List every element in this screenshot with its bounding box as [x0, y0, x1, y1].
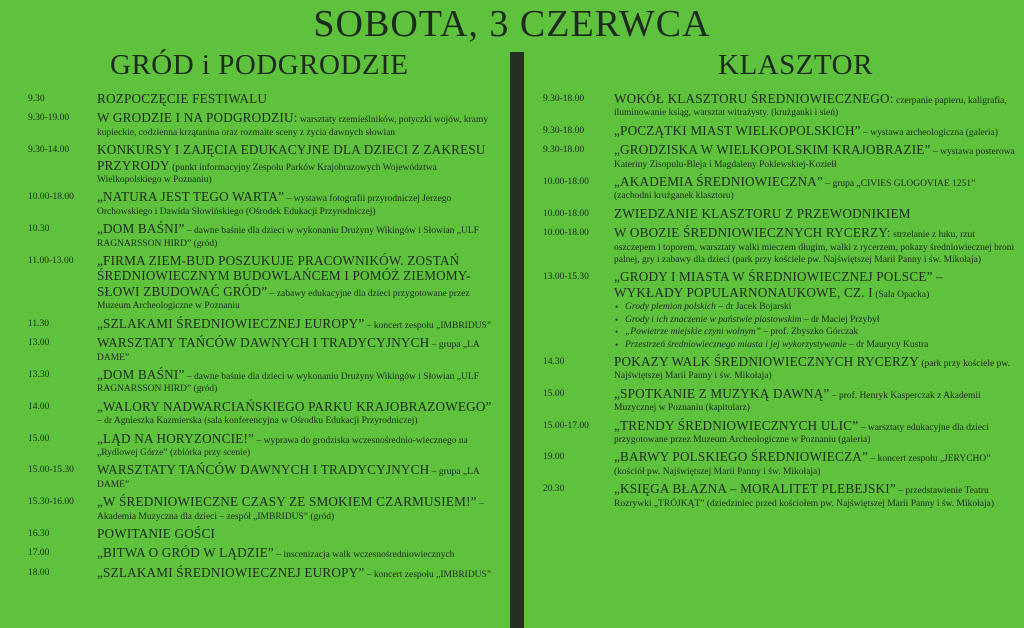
event-time: 10.00-18.00 [543, 177, 589, 188]
event-time: 15.00 [543, 388, 565, 399]
bullet-icon: • [615, 327, 619, 338]
event-description: czerpanie papieru, kaligrafia, iluminowanie ksiąg, warsztat witrażysty. (krużganki i sień) [614, 96, 1007, 119]
lecture-topic: Przestrzeń średniowiecznego miasta i jej wykorzystywanie [625, 339, 847, 350]
event-title: POKAZY WALK ŚREDNIOWIECZNYCH RYCERZY [614, 353, 920, 369]
lecture-speaker: – dr Maciej Przybył [803, 314, 880, 325]
event-time: 20.30 [543, 484, 565, 495]
event-time: 9.30-18.00 [543, 125, 585, 136]
event-title: WARSZTATY TAŃCÓW DAWNYCH I TRADYCYJNYCH [97, 335, 430, 351]
event-title: „SZLAKAMI ŚREDNIOWIECZNEJ EUROPY” [97, 564, 365, 580]
lecture-item [615, 314, 1015, 326]
event-description: – Akademia Muzyczna dla dzieci – zespół „IMBRIDUS” (gród) [97, 499, 484, 522]
event-body [97, 463, 498, 491]
event-body [614, 124, 1015, 139]
event-body [614, 387, 1015, 415]
event-title: „SZLAKAMI ŚREDNIOWIECZNEJ EUROPY” [97, 315, 365, 331]
event-description: – dawne baśnie dla dzieci w wykonaniu Drużyny Wikingów i Słowian „ULF RAGNARSSON HIRD” (gród) [97, 226, 479, 249]
event-description: – zabawy edukacyjne dla dzieci przygotowane przez Muzeum Archeologiczne w Poznaniu [97, 288, 470, 312]
schedule-item [543, 226, 1015, 266]
event-time: 13.00-15.30 [543, 272, 589, 283]
event-body [97, 143, 498, 186]
lecture-list [614, 301, 1015, 351]
event-description: (park przy kościele pw. Najświętszej Marii Panny i św. Mikołaja) [614, 358, 1010, 382]
schedule-item [28, 222, 498, 250]
event-time: 10.00-18.00 [543, 208, 589, 219]
event-description: (punkt informacyjny Zespołu Parków Krajobrazowych Województwa Wielkopolskiego w Poznaniu) [97, 162, 437, 186]
event-time: 19.00 [543, 452, 565, 463]
event-body [614, 450, 1015, 478]
lecture-topic: Grody plemion polskich [625, 302, 716, 313]
event-time: 10.30 [28, 224, 50, 235]
event-body [614, 355, 1015, 383]
event-time: 10.00-18.00 [543, 228, 589, 239]
event-title: „GRODY I MIASTA W ŚREDNIOWIECZNEJ POLSCE” – WYKŁADY POPULARNONAUKOWE, CZ. I [614, 269, 943, 300]
event-description: warsztaty rzemieślników, potyczki wojów, kramy kupieckie, codzienna krzątanina oraz rozmaite sceny z życia dawnych słowian [97, 115, 489, 138]
event-time: 15.00-17.00 [543, 420, 589, 431]
lecture-topic: Grody i ich znaczenie w państwie piastowskim [625, 314, 802, 325]
bullet-icon: • [615, 314, 619, 325]
event-title: WARSZTATY TAŃCÓW DAWNYCH I TRADYCYJNYCH [97, 462, 430, 478]
event-body [97, 190, 498, 218]
event-description: – dr Agnieszka Kazmierska (sala konferencyjna w Ośrodku Edukacji Przyrodniczej) [97, 416, 418, 427]
event-time: 13.30 [28, 369, 50, 380]
schedule-item [543, 270, 1015, 350]
event-title: „SPOTKANIE Z MUZYKĄ DAWNĄ” [614, 385, 830, 401]
event-title: ZWIEDZANIE KLASZTORU Z PRZEWODNIKIEM [614, 205, 911, 221]
schedule-item [28, 143, 498, 186]
event-time: 9.30-19.00 [28, 113, 70, 124]
lecture-topic: „Powietrze miejskie czyni wolnym” [625, 327, 761, 338]
event-title: „KSIĘGA BŁAZNA – MORALITET PLEBEJSKI” [614, 481, 896, 497]
schedule-item [28, 463, 498, 491]
event-description: – grupa „LA DAME” [97, 340, 480, 363]
left-schedule [28, 92, 498, 585]
event-time: 16.30 [28, 528, 50, 539]
event-description: – wystawa posterowa Kateriny Zisopulu-Bleja i Magdaleny Poklewskiej-Koziełł [614, 147, 1015, 170]
event-title: „FIRMA ZIEM-BUD POSZUKUJE PRACOWNIKÓW. ZOSTAŃ ŚREDNIOWIECZNYM BUDOWLAŃCEM I POMÓŻ ZIEMOMY-SŁOWI ZBUDOWAĆ GRÓD” [97, 253, 471, 299]
schedule-item [543, 419, 1015, 447]
event-body [97, 400, 498, 428]
right-column-heading: KLASZTOR [718, 49, 873, 81]
event-description: – inscenizacja walk wczesnośredniowiecznych [276, 550, 455, 561]
event-description: strzelanie z łuku, rzut oszczepem i toporem, warsztaty walki mieczem długim, walki z rycerzem, pokazy średniowiecznej broni palnej, gry i zabawy dla dzieci (park przy kościele pw. Najświętszej Marii Panny i św. Mikołaja) [614, 230, 1015, 266]
page-title: SOBOTA, 3 CZERWCA [313, 3, 711, 45]
schedule-item [543, 92, 1015, 120]
bullet-icon: • [615, 339, 619, 350]
event-time: 11.30 [28, 318, 50, 329]
event-time: 14.00 [28, 401, 50, 412]
schedule-item [543, 387, 1015, 415]
lecture-item [615, 301, 1015, 313]
schedule-item [543, 207, 1015, 222]
event-body [97, 368, 498, 396]
schedule-item [543, 175, 1015, 203]
event-title: „POCZĄTKI MIAST WIELKOPOLSKICH” [614, 122, 861, 138]
event-time: 9.30-18.00 [543, 145, 585, 156]
event-body [97, 92, 498, 107]
event-time: 15.00-15.30 [28, 465, 74, 476]
schedule-item [28, 92, 498, 107]
event-time: 9.30 [28, 94, 45, 104]
event-body [97, 111, 498, 139]
event-title: POWITANIE GOŚCI [97, 525, 216, 541]
event-body [614, 143, 1015, 171]
event-body [97, 527, 498, 542]
schedule-item [543, 124, 1015, 139]
schedule-item [28, 400, 498, 428]
event-body [614, 175, 1015, 203]
event-description: – wyprawa do grodziska wczesnośrednio-wiecznego na „Rydlowej Górze” (zbiórka przy scenie) [97, 435, 468, 458]
lecture-item [615, 326, 1015, 338]
event-body [97, 222, 498, 250]
event-description: – grupa „CIVIES GLOGOVIAE 1251” (zachodni krużganek klasztoru) [614, 179, 976, 202]
schedule-item [543, 355, 1015, 383]
schedule-item [543, 143, 1015, 171]
event-title: „NATURA JEST TEGO WARTA” [97, 189, 285, 205]
event-description: – wystawa fotografii przyrodniczej Jerzego Orchowskiego i Dawida Słowińskiego (Ośrodek Edukacji Przyrodniczej) [97, 194, 452, 217]
event-time: 15.00 [28, 433, 50, 444]
event-title: „WALORY NADWARCIAŃSKIEGO PARKU KRAJOBRAZOWEGO” [97, 398, 492, 414]
schedule-item [28, 546, 498, 561]
event-time: 18.00 [28, 567, 50, 578]
schedule-item [28, 254, 498, 313]
event-time: 9.30-18.00 [543, 94, 585, 104]
bullet-icon: • [615, 302, 619, 313]
lecture-speaker: – dr Jacek Bojarski [718, 302, 792, 313]
event-body [614, 482, 1015, 510]
column-divider [510, 52, 524, 628]
event-body [97, 546, 498, 561]
schedule-item [28, 111, 498, 139]
event-body [97, 432, 498, 460]
schedule-item [28, 527, 498, 542]
event-description: – koncert zespołu „JERYCHO” (kościół pw. Najświętszej Marii Panny i św. Mikołaja) [614, 454, 991, 477]
event-description: – koncert zespołu „IMBRIDUS” [366, 569, 492, 580]
event-description: – przedstawienie Teatru Rozrywki „TRÓJKĄT” (dziedziniec przed kościołem pw. Najświętszej Marii Panny i św. Mikołaja) [614, 486, 994, 509]
schedule-item [28, 190, 498, 218]
right-schedule [543, 92, 1015, 514]
event-description: – dawne baśnie dla dzieci w wykonaniu Drużyny Wikingów i Słowian „ULF RAGNARSSON HIRD” (gród) [97, 371, 479, 395]
event-body [614, 270, 1015, 350]
event-time: 13.00 [28, 338, 50, 349]
event-time: 9.30-14.00 [28, 145, 70, 156]
event-title: KONKURSY I ZAJĘCIA EDUKACYJNE DLA DZIECI Z ZAKRESU PRZYRODY [97, 142, 486, 173]
lecture-speaker: – prof. Zbyszko Górczak [763, 327, 859, 338]
event-title: „GRODZISKA W WIELKOPOLSKIM KRAJOBRAZIE” [614, 142, 931, 158]
event-title: „W ŚREDNIOWIECZNE CZASY ZE SMOKIEM CZARMUSIEM!” [97, 494, 477, 510]
event-time: 10.00-18.00 [28, 192, 74, 203]
event-time: 17.00 [28, 548, 50, 559]
event-body [614, 226, 1015, 266]
schedule-item [543, 482, 1015, 510]
event-time: 15.30-16.00 [28, 497, 74, 508]
event-description: – warsztaty edukacyjne dla dzieci przygotowane przez Muzeum Archeologiczne w Poznaniu (galeria) [614, 422, 989, 445]
lecture-item [615, 339, 1015, 351]
schedule-item [543, 450, 1015, 478]
event-title: „DOM BAŚNI” [97, 221, 185, 237]
event-description: (Sala Opacka) [875, 289, 930, 300]
event-description: – koncert zespołu „IMBRIDUS” [366, 320, 492, 331]
event-time: 11.00-13.00 [28, 256, 74, 267]
event-title: „TRENDY ŚREDNIOWIECZNYCH ULIC” [614, 417, 859, 433]
event-title: ROZPOCZĘCIE FESTIWALU [97, 91, 268, 106]
event-body [97, 566, 498, 581]
event-body [614, 419, 1015, 447]
event-body [97, 317, 498, 332]
schedule-item [28, 336, 498, 364]
left-column-heading: GRÓD i PODGRODZIE [110, 49, 409, 81]
event-title: „BITWA O GRÓD W LĄDZIE” [97, 545, 274, 561]
schedule-item [28, 432, 498, 460]
event-title: „LĄD NA HORYZONCIE!” [97, 430, 255, 446]
event-body [97, 495, 498, 523]
event-body [614, 207, 1015, 222]
schedule-item [28, 317, 498, 332]
event-title: „BARWY POLSKIEGO ŚREDNIOWIECZA” [614, 449, 869, 465]
event-body [97, 254, 498, 313]
event-title: W OBOZIE ŚREDNIOWIECZNYCH RYCERZY: [614, 225, 891, 241]
event-title: „DOM BAŚNI” [97, 366, 185, 382]
event-title: WOKÓŁ KLASZTORU ŚREDNIOWIECZNEGO: [614, 91, 894, 106]
event-title: W GRODZIE I NA PODGRODZIU: [97, 110, 298, 126]
schedule-item [28, 566, 498, 581]
event-description: – grupa „LA DAME” [97, 467, 480, 490]
event-body [614, 92, 1015, 120]
event-time: 14.30 [543, 356, 565, 367]
schedule-item [28, 495, 498, 523]
event-title: „AKADEMIA ŚREDNIOWIECZNA” [614, 174, 824, 190]
event-description: – prof. Henryk Kasperczak z Akademii Muzycznej w Poznaniu (kapitularz) [614, 390, 981, 414]
lecture-speaker: – dr Maurycy Kustra [848, 339, 929, 350]
schedule-item [28, 368, 498, 396]
event-body [97, 336, 498, 364]
event-description: – wystawa archeologiczna (galeria) [863, 127, 998, 138]
